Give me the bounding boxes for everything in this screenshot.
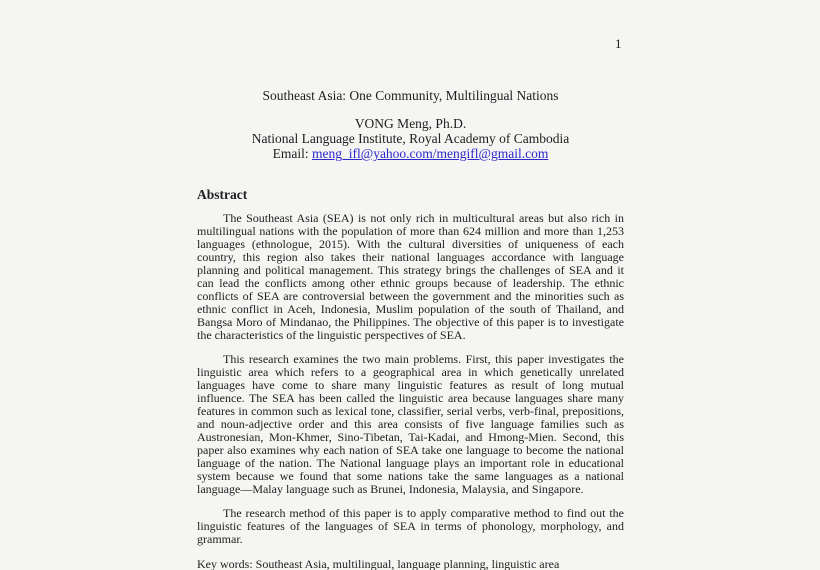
abstract-paragraph-1: The Southeast Asia (SEA) is not only rich in multicultural areas but also rich in multilingual nations with the population of more than 624 million and more than 1,253 languages (ethnologue, 2015). With the cultural diversities of uniqueness of each country, this region also takes their national languages accordance with language planning and political management. This strategy brings the challenges of SEA and it can lead the conflicts among other ethnic groups because of leadership. The ethnic conflicts of SEA are controversial between the government and the minorities such as ethnic conflict in Aceh, Indonesia, Muslim population of the south of Thailand, and Bangsa Moro of Mindanao, the Philippines. The objective of this paper is to investigate the characteristics of the linguistic perspectives of SEA.	[197, 211, 624, 342]
email-label: Email:	[272, 146, 313, 161]
abstract-heading: Abstract	[197, 187, 248, 202]
author-name: VONG Meng, Ph.D.	[354, 116, 467, 131]
abstract-paragraph-2: This research examines the two main problems. First, this paper investigates the linguistic area which refers to a geographical area in which genetically unrelated languages have come to share many linguistic features as result of long mutual influence. The SEA has been called the linguistic area because languages share many features in common such as lexical tone, classifier, serial verbs, verb-final, prepositions, and noun-adjective order and this area consists of five language families such as Austronesian, Mon-Khmer, Sino-Tibetan, Tai-Kadai, and Hmong-Mien. Second, this paper also examines why each nation of SEA take one language to become the national language of the nation. The National language plays an important role in educational system because we found that some nations take the same languages as a national language—Malay language such as Brunei, Indonesia, Malaysia, and Singapore.	[197, 352, 624, 496]
author-affiliation: National Language Institute, Royal Academy of Cambodia	[251, 131, 570, 146]
keywords-line: Key words: Southeast Asia, multilingual, language planning, linguistic area	[197, 557, 560, 570]
email-link[interactable]: meng_ifl@yahoo.com/mengifl@gmail.com	[312, 146, 549, 161]
author-block	[197, 116, 624, 161]
page-content	[197, 0, 624, 570]
abstract-paragraph-3: The research method of this paper is to apply comparative method to find out the linguistic features of the languages of SEA in terms of phonology, morphology, and grammar.	[197, 506, 624, 546]
paper-title: Southeast Asia: One Community, Multilingual Nations	[262, 88, 559, 103]
email-line	[197, 146, 624, 161]
page-number: 1	[615, 36, 622, 51]
